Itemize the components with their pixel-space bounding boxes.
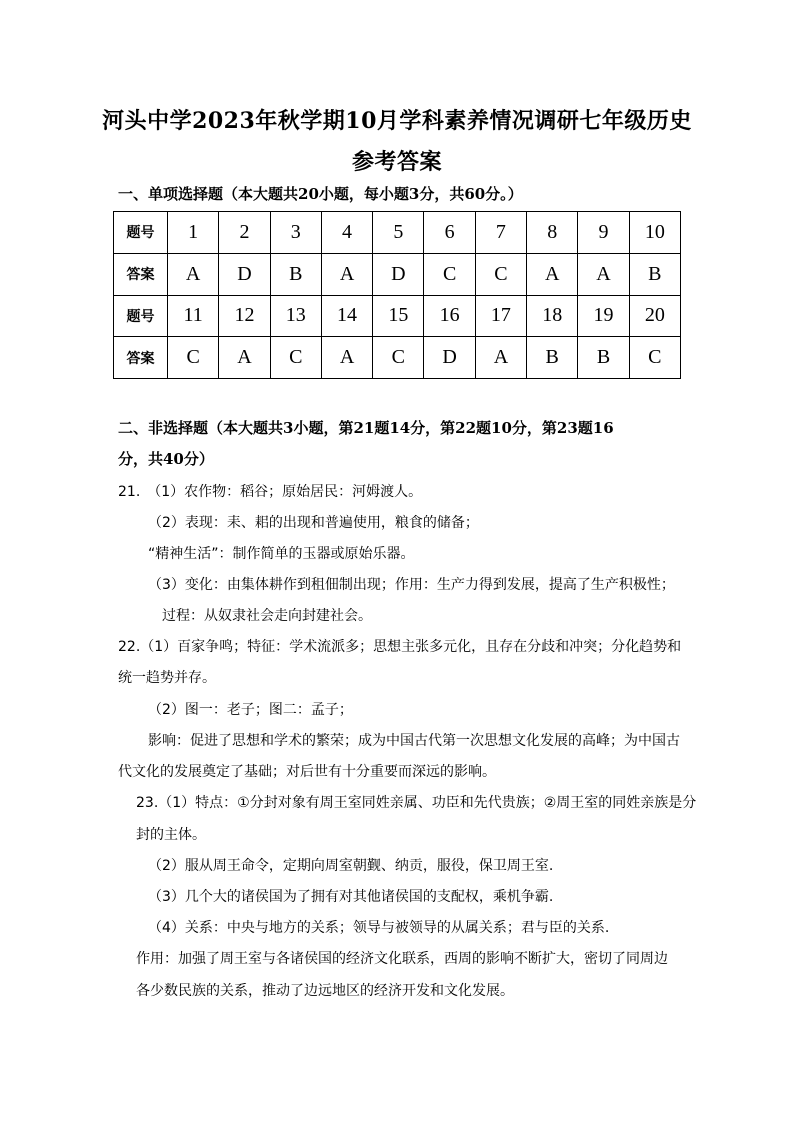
question-label: 题号 (114, 212, 168, 254)
question-number: 7 (475, 212, 526, 254)
document-title: 河头中学2023年秋学期10月学科素养情况调研七年级历史 (102, 108, 692, 134)
question-number: 1 (168, 212, 219, 254)
q23-line: 各少数民族的关系，推动了边远地区的经济开发和文化发展。 (136, 983, 514, 999)
q22-line: 统一趋势并存。 (118, 670, 216, 686)
answer-cell: A (219, 337, 270, 379)
answer-cell: A (527, 253, 578, 295)
question-label: 题号 (114, 295, 168, 337)
q23-line: 封的主体。 (136, 827, 206, 843)
q22-line: 22.（1）百家争鸣；特征：学术流派多；思想主张多元化，且存在分歧和冲突；分化趋势和 (118, 639, 682, 655)
answer-cell: A (321, 337, 372, 379)
question-number: 9 (578, 212, 629, 254)
q21-line: （2）表现：耒、耜的出现和普遍使用，粮食的储备； (148, 515, 479, 531)
answer-cell: A (578, 253, 629, 295)
question-number-row (114, 212, 681, 254)
answer-row (114, 253, 681, 295)
question-number: 17 (475, 295, 526, 337)
question-number: 6 (424, 212, 475, 254)
q23-line: 作用：加强了周王室与各诸侯国的经济文化联系，西周的影响不断扩大，密切了同周边 (136, 951, 668, 967)
question-number: 16 (424, 295, 475, 337)
q21-line: （3）变化：由集体耕作到租佃制出现；作用：生产力得到发展，提高了生产积极性； (148, 577, 675, 593)
q22-line: （2）图一：老子；图二：孟子； (148, 702, 353, 718)
question-number: 4 (321, 212, 372, 254)
answer-cell: A (321, 253, 372, 295)
q22-line: 影响：促进了思想和学术的繁荣；成为中国古代第一次思想文化发展的高峰；为中国古 (148, 733, 680, 749)
answer-cell: B (527, 337, 578, 379)
answer-cell: C (373, 337, 424, 379)
document-subtitle: 参考答案 (351, 149, 442, 175)
question-number-row (114, 295, 681, 337)
answer-label: 答案 (114, 337, 168, 379)
answer-cell: C (424, 253, 475, 295)
answer-cell: A (475, 337, 526, 379)
answer-cell: C (270, 337, 321, 379)
section1-heading: 一、单项选择题（本大题共20小题，每小题3分，共60分。） (118, 185, 523, 203)
question-number: 8 (527, 212, 578, 254)
question-number: 14 (321, 295, 372, 337)
question-number: 15 (373, 295, 424, 337)
answer-cell: D (373, 253, 424, 295)
answer-cell: C (475, 253, 526, 295)
q23-line: （3）几个大的诸侯国为了拥有对其他诸侯国的支配权，乘机争霸. (148, 889, 554, 905)
q23-line: 23.（1）特点：①分封对象有周王室同姓亲属、功臣和先代贵族；②周王室的同姓亲族是分 (136, 795, 697, 811)
answer-cell: D (219, 253, 270, 295)
question-number: 3 (270, 212, 321, 254)
answer-cell: C (629, 337, 680, 379)
question-number: 5 (373, 212, 424, 254)
answer-label: 答案 (114, 253, 168, 295)
answer-cell: C (168, 337, 219, 379)
answer-cell: B (629, 253, 680, 295)
q21-line: “精神生活”：制作简单的玉器或原始乐器。 (148, 546, 415, 562)
question-number: 18 (527, 295, 578, 337)
section2-heading: 二、非选择题（本大题共3小题，第21题14分，第22题10分，第23题16 (118, 419, 614, 437)
q23-line: （2）服从周王命令，定期向周室朝觐、纳贡，服役，保卫周王室. (148, 858, 554, 874)
question-number: 19 (578, 295, 629, 337)
q23-line: （4）关系：中央与地方的关系；领导与被领导的从属关系；君与臣的关系. (148, 920, 610, 936)
answer-cell: D (424, 337, 475, 379)
answer-row (114, 337, 681, 379)
q21-line: 过程：从奴隶社会走向封建社会。 (162, 608, 372, 624)
answer-cell: A (168, 253, 219, 295)
answer-table (113, 211, 681, 379)
answer-cell: B (270, 253, 321, 295)
question-number: 12 (219, 295, 270, 337)
question-number: 10 (629, 212, 680, 254)
question-number: 2 (219, 212, 270, 254)
q21-line: 21. （1）农作物：稻谷；原始居民：河姆渡人。 (118, 484, 423, 500)
question-number: 20 (629, 295, 680, 337)
question-number: 13 (270, 295, 321, 337)
answer-cell: B (578, 337, 629, 379)
section2-heading-cont: 分，共40分） (118, 450, 214, 468)
question-number: 11 (168, 295, 219, 337)
q22-line: 代文化的发展奠定了基础；对后世有十分重要而深远的影响。 (118, 764, 496, 780)
